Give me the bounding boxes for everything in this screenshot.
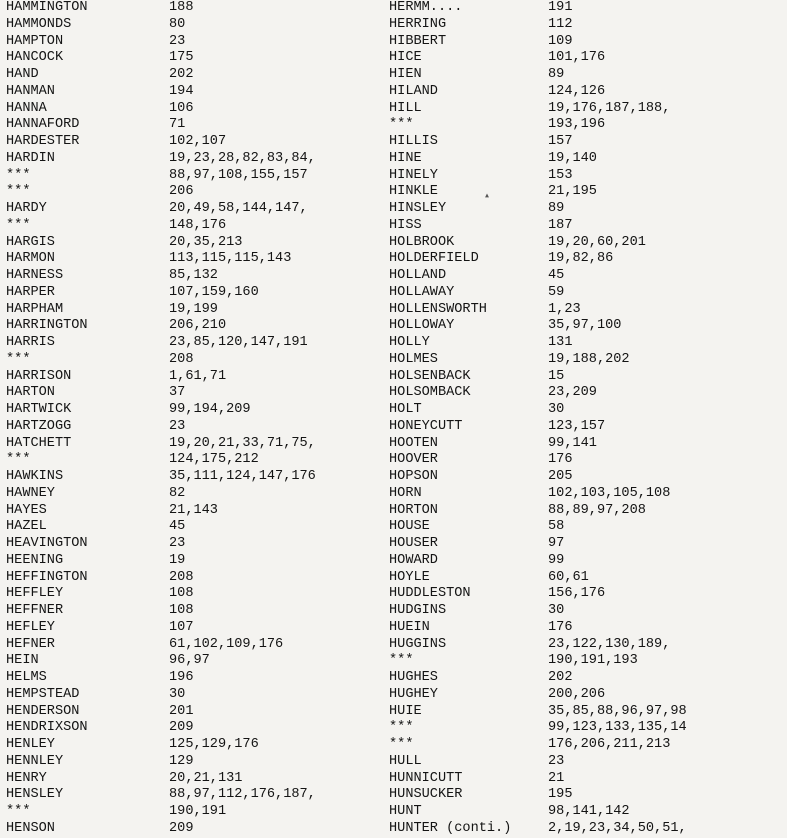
surname: HANMAN xyxy=(6,83,55,99)
page-numbers: 37 xyxy=(169,385,186,401)
surname: HAMMONDS xyxy=(6,16,72,32)
page-numbers: 89 xyxy=(548,67,565,82)
surname: HINELY xyxy=(389,167,438,183)
surname: HOLMES xyxy=(389,351,438,367)
surname: HOYLE xyxy=(389,569,430,585)
page-numbers: 209 xyxy=(169,820,194,836)
page-numbers: 19,188,202 xyxy=(548,351,630,367)
page-numbers: 19,20,60,201 xyxy=(548,234,646,250)
surname: HUGHEY xyxy=(389,686,438,702)
surname: HAND xyxy=(6,67,39,82)
surname: HORTON xyxy=(389,502,438,518)
page-numbers: 107 xyxy=(169,619,194,635)
page-numbers: 19,23,28,82,83,84, xyxy=(169,150,316,166)
page-numbers: 30 xyxy=(548,603,565,618)
page-numbers: 208 xyxy=(169,351,194,367)
page-numbers: 99,141 xyxy=(548,435,597,451)
surname: HAWKINS xyxy=(6,469,64,484)
surname: HANNAFORD xyxy=(6,117,80,133)
page-numbers: 196 xyxy=(169,670,194,685)
page-numbers: 200,206 xyxy=(548,686,606,702)
page-numbers: 99,194,209 xyxy=(169,402,251,417)
surname: HERMM.... xyxy=(389,0,463,15)
page-numbers: 85,132 xyxy=(169,268,218,283)
page-numbers: 20,21,131 xyxy=(169,770,243,786)
page-numbers: 176 xyxy=(548,452,573,468)
page-numbers: 20,49,58,144,147, xyxy=(169,201,308,216)
page-numbers: 191 xyxy=(548,0,573,15)
page-numbers: 129 xyxy=(169,753,194,769)
page-numbers: 202 xyxy=(548,670,573,685)
page-numbers: 205 xyxy=(548,469,573,484)
surname: *** xyxy=(389,653,414,669)
surname: HINKLE xyxy=(389,184,438,200)
surname: HENSON xyxy=(6,820,55,836)
page-numbers: 112 xyxy=(548,16,573,32)
surname: HUGGINS xyxy=(389,636,447,652)
page-numbers: 88,97,108,155,157 xyxy=(169,167,308,183)
surname: HEFLEY xyxy=(6,619,55,635)
page-numbers: 190,191 xyxy=(169,804,227,819)
page-numbers: 19,140 xyxy=(548,150,597,166)
page-numbers: 21,195 xyxy=(548,184,597,200)
page-numbers: 99,123,133,135,14 xyxy=(548,720,687,736)
page-numbers: 23 xyxy=(169,33,186,49)
page-numbers: 188 xyxy=(169,0,194,15)
page-numbers: 175 xyxy=(169,50,194,66)
page-numbers: 187 xyxy=(548,217,573,233)
page-numbers: 23 xyxy=(548,753,565,769)
surname: HOUSER xyxy=(389,536,438,551)
surname: HICE xyxy=(389,50,422,66)
page-numbers: 35,85,88,96,97,98 xyxy=(548,703,687,719)
page-numbers: 61,102,109,176 xyxy=(169,636,284,652)
page-numbers: 60,61 xyxy=(548,569,589,585)
page-numbers: 88,97,112,176,187, xyxy=(169,787,316,803)
page-numbers: 153 xyxy=(548,167,573,183)
page-numbers: 97 xyxy=(548,536,565,551)
surname: HENSLEY xyxy=(6,787,64,803)
surname: HOLT xyxy=(389,402,422,417)
surname: HENDRIXSON xyxy=(6,720,88,736)
page-numbers: 195 xyxy=(548,787,573,803)
surname: HIEN xyxy=(389,67,422,82)
surname: HOOVER xyxy=(389,452,438,468)
surname: HOLLOWAY xyxy=(389,318,455,334)
surname: HOLLY xyxy=(389,335,430,350)
page-numbers: 202 xyxy=(169,67,194,82)
page-numbers: 59 xyxy=(548,284,565,300)
surname: HERRING xyxy=(389,16,447,32)
surname: HENNLEY xyxy=(6,753,64,769)
surname: HOOTEN xyxy=(389,435,438,451)
page-numbers: 148,176 xyxy=(169,217,227,233)
surname: HATCHETT xyxy=(6,435,72,451)
surname: HIBBERT xyxy=(389,33,447,49)
page-numbers: 21 xyxy=(548,770,565,786)
page-numbers: 89 xyxy=(548,201,565,216)
surname: HOLSOMBACK xyxy=(389,385,471,401)
page-numbers: 102,107 xyxy=(169,134,227,149)
page-numbers: 19,20,21,33,71,75, xyxy=(169,435,316,451)
page-numbers: 19,176,187,188, xyxy=(548,100,671,116)
surname: HEFFNER xyxy=(6,603,64,618)
surname: HUIE xyxy=(389,703,422,719)
surname: HOLSENBACK xyxy=(389,368,471,384)
surname: HOWARD xyxy=(389,552,438,568)
page-numbers: 208 xyxy=(169,569,194,585)
surname: HULL xyxy=(389,753,422,769)
surname: HARTON xyxy=(6,385,55,401)
surname: HARRINGTON xyxy=(6,318,88,334)
surname: HARDESTER xyxy=(6,134,80,149)
page-numbers: 209 xyxy=(169,720,194,736)
surname: HAYES xyxy=(6,502,47,518)
surname: HUDDLESTON xyxy=(389,586,471,602)
page-numbers: 123,157 xyxy=(548,418,606,434)
surname: HEIN xyxy=(6,653,39,669)
surname: HOPSON xyxy=(389,469,438,484)
surname: HUNTER (conti.) xyxy=(389,820,512,836)
surname: HENRY xyxy=(6,770,47,786)
page-numbers: 30 xyxy=(169,686,186,702)
page-numbers: 19,199 xyxy=(169,301,218,317)
surname: HARRIS xyxy=(6,335,55,350)
surname: HANNA xyxy=(6,100,47,116)
surname: HEAVINGTON xyxy=(6,536,88,551)
surname: HONEYCUTT xyxy=(389,418,463,434)
surname: HARDY xyxy=(6,201,47,216)
surname: *** xyxy=(6,217,31,233)
page-numbers: 109 xyxy=(548,33,573,49)
page-numbers: 23,85,120,147,191 xyxy=(169,335,308,350)
page-numbers: 15 xyxy=(548,368,565,384)
page-numbers: 35,111,124,147,176 xyxy=(169,469,316,484)
page-numbers: 19,82,86 xyxy=(548,251,614,267)
surname: HEFFLEY xyxy=(6,586,64,602)
surname: HARPHAM xyxy=(6,301,64,317)
page-numbers: 20,35,213 xyxy=(169,234,243,250)
page-numbers: 176 xyxy=(548,619,573,635)
page-numbers: 157 xyxy=(548,134,573,149)
surname: HEMPSTEAD xyxy=(6,686,80,702)
surname: HAMPTON xyxy=(6,33,64,49)
surname: HELMS xyxy=(6,670,47,685)
surname: HILAND xyxy=(389,83,438,99)
surname: HUEIN xyxy=(389,619,430,635)
surname: HINE xyxy=(389,150,422,166)
surname: HOLLENSWORTH xyxy=(389,301,487,317)
surname: HILLIS xyxy=(389,134,438,149)
surname: HAWNEY xyxy=(6,485,55,501)
page-numbers: 194 xyxy=(169,83,194,99)
page-numbers: 2,19,23,34,50,51, xyxy=(548,820,687,836)
surname: HARPER xyxy=(6,284,55,300)
page-numbers: 45 xyxy=(169,519,186,535)
page-numbers: 58 xyxy=(548,519,565,535)
surname: HENDERSON xyxy=(6,703,80,719)
surname: HENLEY xyxy=(6,737,55,752)
surname: HOLBROOK xyxy=(389,234,455,250)
surname: HOLDERFIELD xyxy=(389,251,479,267)
page-numbers: 113,115,115,143 xyxy=(169,251,292,267)
page-numbers: 1,23 xyxy=(548,301,581,317)
surname: HUDGINS xyxy=(389,603,447,618)
page-numbers: 206 xyxy=(169,184,194,200)
page-numbers: 131 xyxy=(548,335,573,350)
page-numbers: 19 xyxy=(169,552,186,568)
page-numbers: 23,122,130,189, xyxy=(548,636,671,652)
surname: HARNESS xyxy=(6,268,64,283)
surname: HUGHES xyxy=(389,670,438,685)
surname: *** xyxy=(389,720,414,736)
page-numbers: 30 xyxy=(548,402,565,417)
page-numbers: 35,97,100 xyxy=(548,318,622,334)
page-numbers: 71 xyxy=(169,117,186,133)
page-numbers: 88,89,97,208 xyxy=(548,502,646,518)
page-numbers: 190,191,193 xyxy=(548,653,638,669)
surname: HUNNICUTT xyxy=(389,770,463,786)
surname: HAMMINGTON xyxy=(6,0,88,15)
surname: *** xyxy=(6,167,31,183)
page-numbers: 23 xyxy=(169,418,186,434)
surname: HARDIN xyxy=(6,150,55,166)
surname: HAZEL xyxy=(6,519,47,535)
surname: *** xyxy=(6,452,31,468)
surname: HILL xyxy=(389,100,422,116)
surname: HINSLEY xyxy=(389,201,447,216)
page-numbers: 125,129,176 xyxy=(169,737,259,752)
surname: HOLLAND xyxy=(389,268,447,283)
surname: HEFFINGTON xyxy=(6,569,88,585)
page-numbers: 80 xyxy=(169,16,186,32)
page-numbers: 201 xyxy=(169,703,194,719)
page-numbers: 176,206,211,213 xyxy=(548,737,671,752)
surname: HUNT xyxy=(389,804,422,819)
surname: HARTZOGG xyxy=(6,418,72,434)
surname: *** xyxy=(6,804,31,819)
surname: HARGIS xyxy=(6,234,55,250)
page-numbers: 99 xyxy=(548,552,565,568)
page-numbers: 193,196 xyxy=(548,117,606,133)
page-numbers: 108 xyxy=(169,586,194,602)
page-numbers: 101,176 xyxy=(548,50,606,66)
page-numbers: 98,141,142 xyxy=(548,804,630,819)
page-numbers: 82 xyxy=(169,485,186,501)
surname: HARTWICK xyxy=(6,402,72,417)
page-numbers: 23 xyxy=(169,536,186,551)
surname: HANCOCK xyxy=(6,50,64,66)
page-numbers: 206,210 xyxy=(169,318,227,334)
surname: *** xyxy=(6,184,31,200)
page-numbers: 1,61,71 xyxy=(169,368,227,384)
surname: HEENING xyxy=(6,552,64,568)
page-numbers: 96,97 xyxy=(169,653,210,669)
page-numbers: 21,143 xyxy=(169,502,218,518)
surname: *** xyxy=(389,117,414,133)
surname: HOUSE xyxy=(389,519,430,535)
scan-smudge-mark: ▴ xyxy=(484,191,491,202)
page-numbers: 45 xyxy=(548,268,565,283)
page-numbers: 156,176 xyxy=(548,586,606,602)
page-numbers: 106 xyxy=(169,100,194,116)
page-numbers: 102,103,105,108 xyxy=(548,485,671,501)
surname: HUNSUCKER xyxy=(389,787,463,803)
surname: HORN xyxy=(389,485,422,501)
page-numbers: 23,209 xyxy=(548,385,597,401)
surname: HOLLAWAY xyxy=(389,284,455,300)
page-numbers: 107,159,160 xyxy=(169,284,259,300)
surname: *** xyxy=(389,737,414,752)
surname: HEFNER xyxy=(6,636,55,652)
surname: *** xyxy=(6,351,31,367)
page-numbers: 108 xyxy=(169,603,194,618)
page-numbers: 124,126 xyxy=(548,83,606,99)
surname: HISS xyxy=(389,217,422,233)
page-numbers: 124,175,212 xyxy=(169,452,259,468)
surname: HARMON xyxy=(6,251,55,267)
surname: HARRISON xyxy=(6,368,72,384)
